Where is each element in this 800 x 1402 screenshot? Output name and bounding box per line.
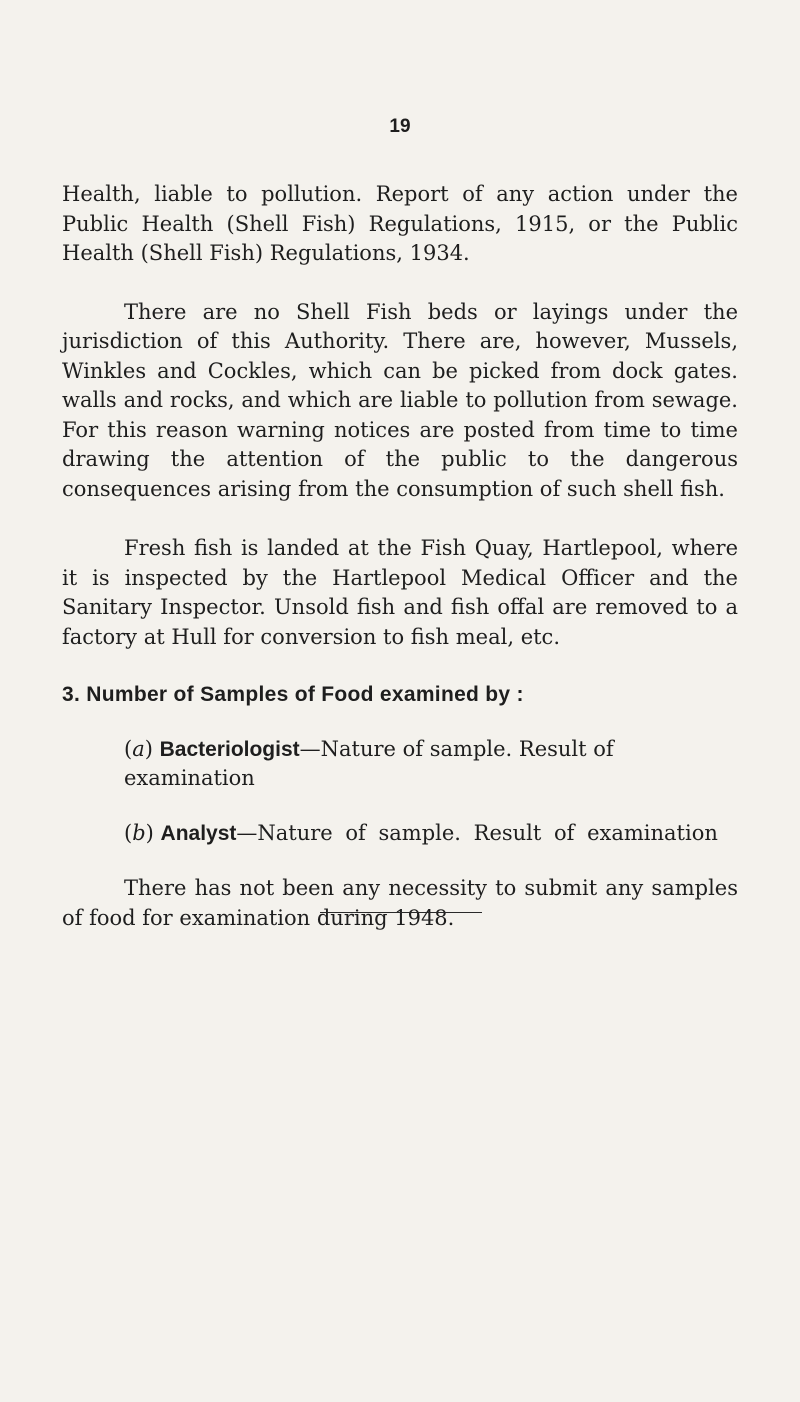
section-divider (320, 912, 482, 913)
paragraph-no-samples: There has not been any necessity to submit any samples of food for examination during 1948. (62, 876, 738, 930)
item-letter: a (132, 737, 145, 761)
item-title: Bacteriologist (159, 738, 300, 761)
item-title: Analyst (160, 822, 237, 845)
item-letter: b (132, 821, 146, 845)
page-number: 19 (389, 116, 411, 137)
document-body (62, 180, 738, 933)
paragraph-shellfish-beds: There are no Shell Fish beds or layings under the jurisdiction of this Authority. There are, however, Mussels, Winkles and Cockles, which can be picked from dock gates. walls and rocks, and which are liable to pollution from sewage. For this reason warning notices are posted from time to time drawing the attention of the public to the dangerous consequences arising from the consumption of such shell fish. (62, 299, 738, 501)
section-heading-food-samples: 3. Number of Samples of Food examined by : (62, 683, 524, 706)
item-analyst: (b) Analyst—Nature of sample. Result of examination (124, 821, 718, 845)
paragraph-fresh-fish: Fresh fish is landed at the Fish Quay, Hartlepool, where it is inspected by the Hartlepool Medical Officer and the Sanitary Inspector. Unsold fish and fish offal are removed to a factory at Hull for conversion to fish meal, etc. (62, 536, 738, 649)
item-description: —Nature of sample. Result of examination (124, 737, 614, 790)
item-description: —Nature of sample. Result of examination (236, 821, 718, 845)
item-bacteriologist: (a) Bacteriologist—Nature of sample. Result of examination (124, 737, 614, 790)
paragraph-shellfish-pollution: Health, liable to pollution. Report of any action under the Public Health (Shell Fish) Regulations, 1915, or the Public Health (Shell Fish) Regulations, 1934. (62, 182, 738, 265)
